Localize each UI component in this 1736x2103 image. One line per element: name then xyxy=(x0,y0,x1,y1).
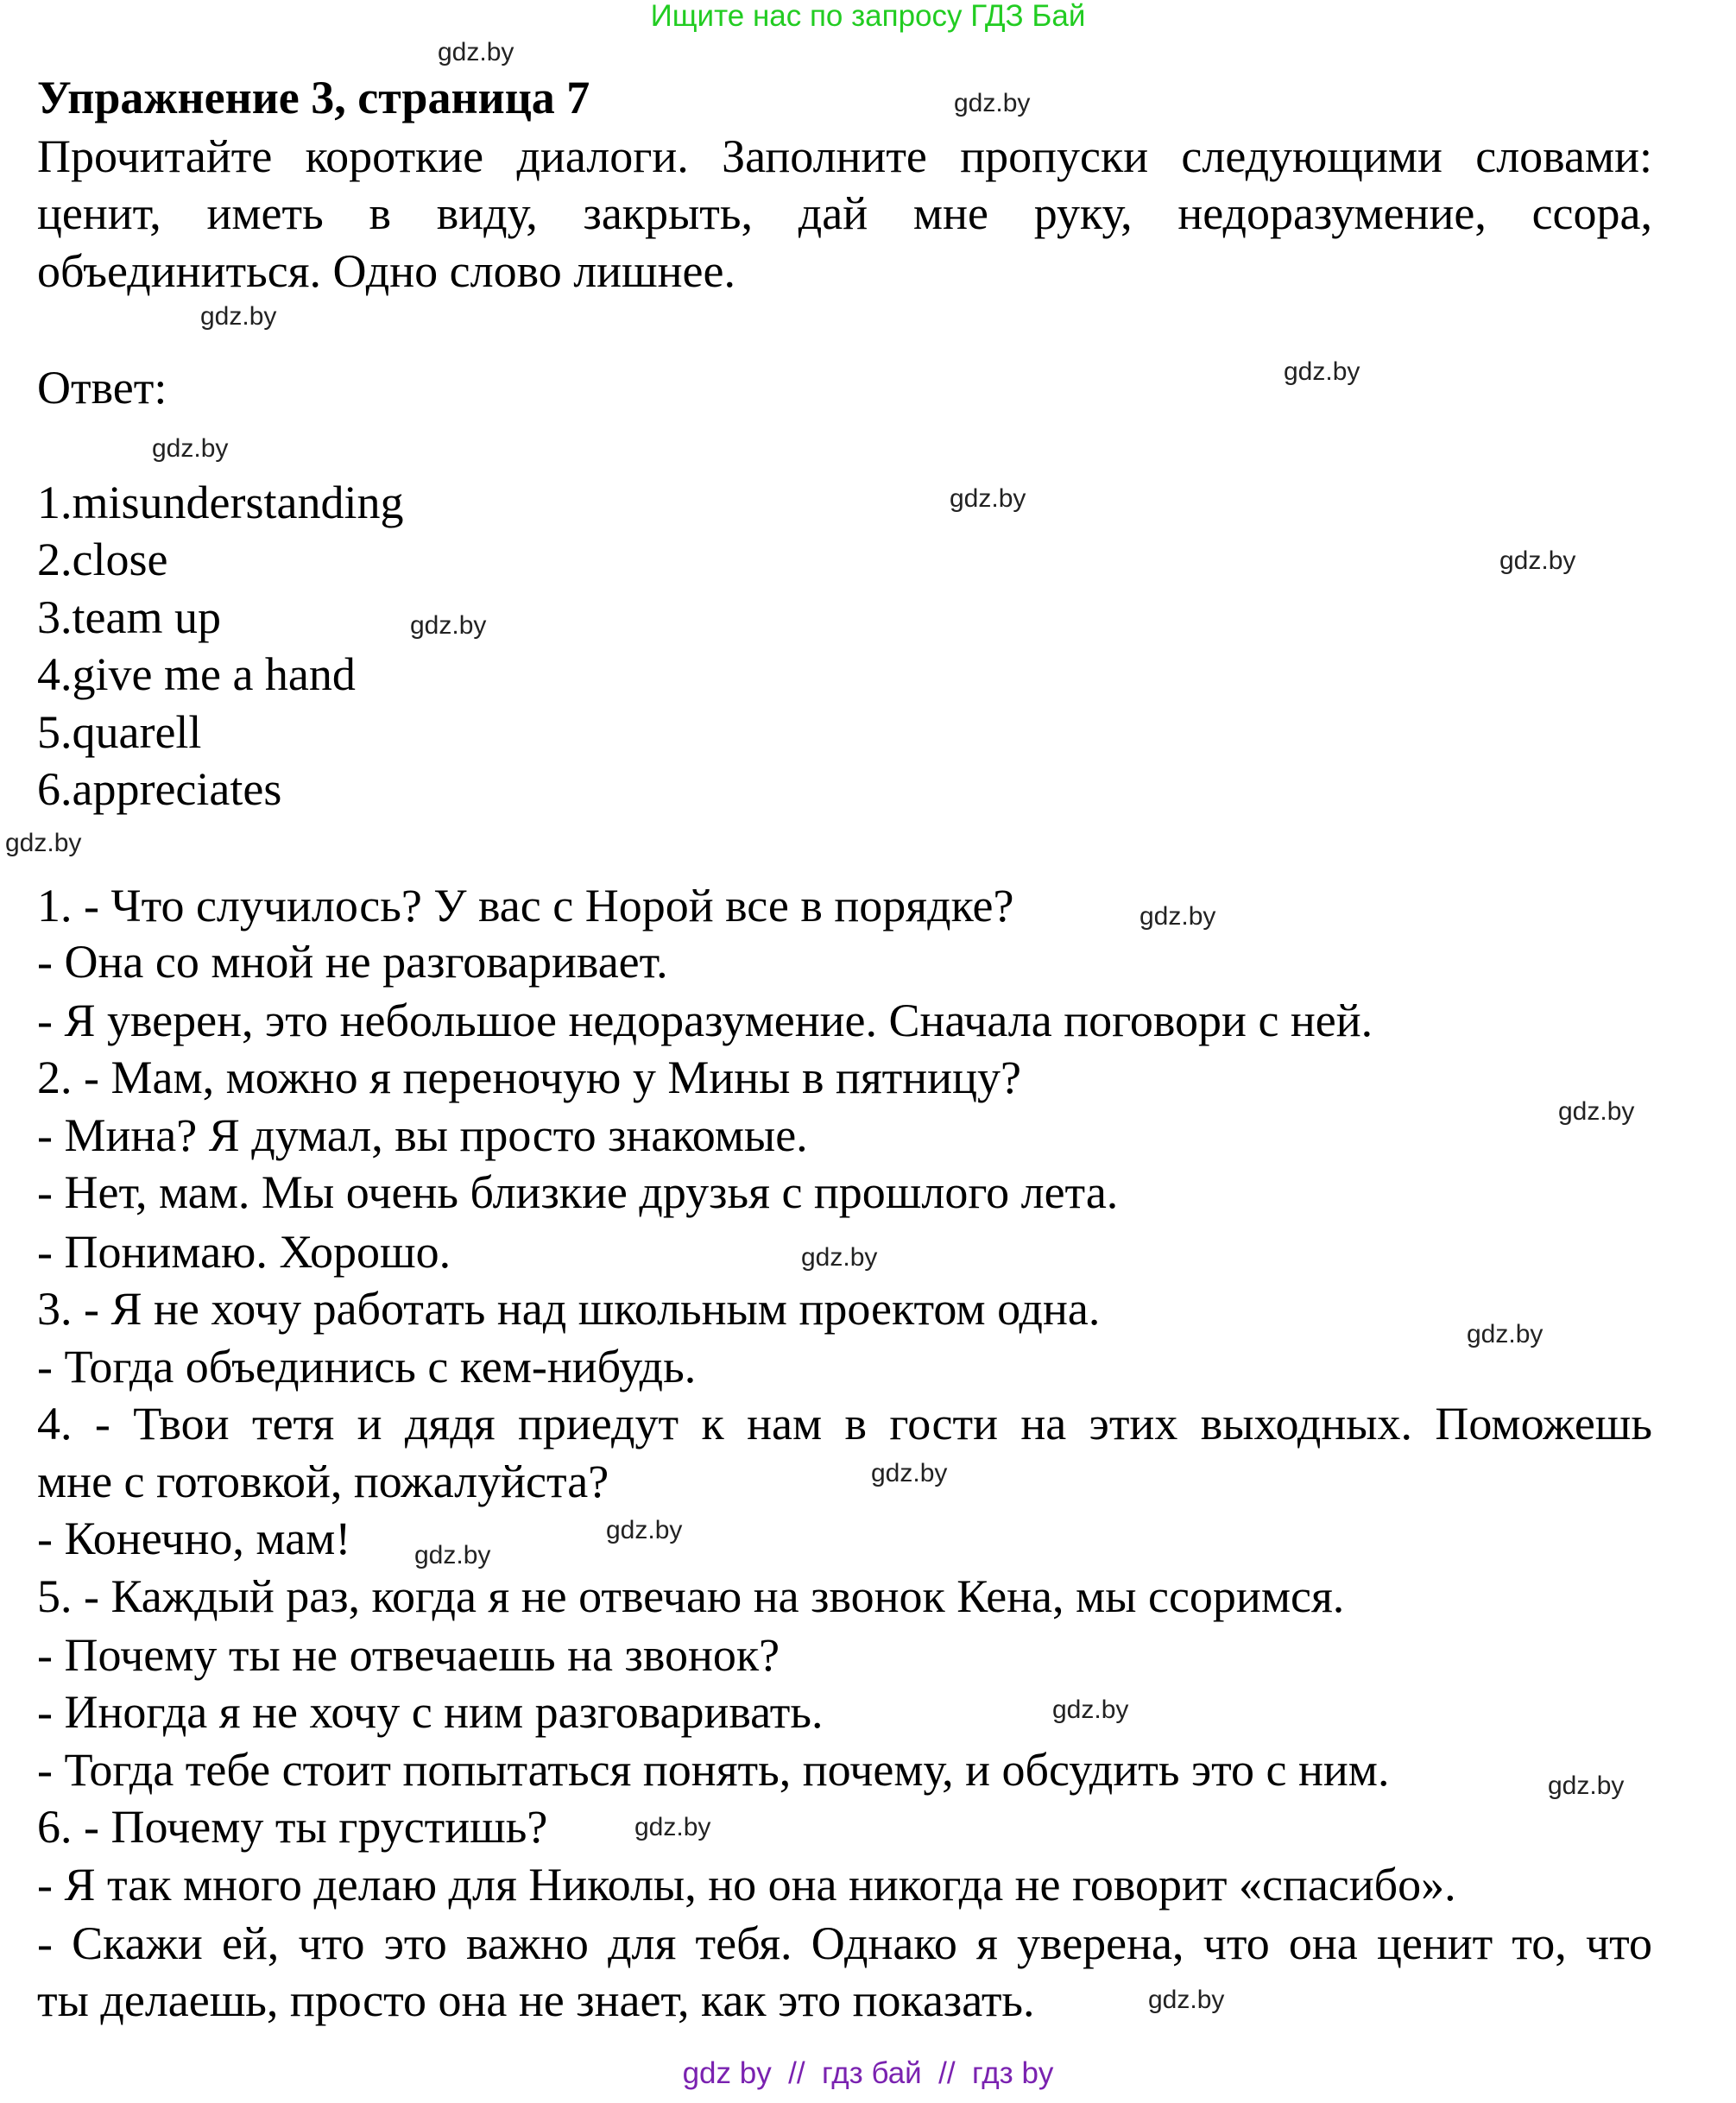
watermark: gdz.by xyxy=(1558,1097,1635,1126)
watermark: gdz.by xyxy=(1467,1320,1543,1348)
dialogue-line: - Она со мной не разговаривает. xyxy=(37,936,668,988)
answer-item: 3.team up xyxy=(37,591,221,643)
watermark: gdz.by xyxy=(1052,1696,1129,1724)
watermark: gdz.by xyxy=(1499,546,1576,575)
dialogue-line: 3. - Я не хочу работать над школьным проектом одна. xyxy=(37,1283,1101,1335)
dialogue-line: 6. - Почему ты грустишь? xyxy=(37,1801,548,1853)
watermark: gdz.by xyxy=(410,611,487,640)
instruction-line: объединиться. Одно слово лишнее. xyxy=(37,245,735,297)
answer-item: 1.misunderstanding xyxy=(37,477,404,528)
footer-links: gdz by // гдз бай // гдз by xyxy=(682,2056,1054,2090)
watermark: gdz.by xyxy=(801,1243,878,1272)
watermark: gdz.by xyxy=(634,1813,711,1841)
dialogue-line: ты делаешь, просто она не знает, как это показать. xyxy=(37,1974,1035,2026)
dialogue-line: - Скажи ей, что это важно для тебя. Однако я уверена, что она ценит то, что xyxy=(37,1917,1652,1969)
dialogue-line: - Иногда я не хочу с ним разговаривать. xyxy=(37,1686,824,1738)
watermark: gdz.by xyxy=(5,829,82,857)
search-banner: Ищите нас по запросу ГДЗ Бай xyxy=(650,0,1086,33)
watermark: gdz.by xyxy=(954,89,1031,117)
answer-item: 6.appreciates xyxy=(37,763,282,815)
dialogue-line: 5. - Каждый раз, когда я не отвечаю на звонок Кена, мы ссоримся. xyxy=(37,1570,1345,1622)
dialogue-line: - Я так много делаю для Николы, но она никогда не говорит «спасибо». xyxy=(37,1859,1456,1910)
dialogue-line: - Тогда тебе стоит попытаться понять, почему, и обсудить это с ним. xyxy=(37,1744,1390,1796)
dialogue-line: мне с готовкой, пожалуйста? xyxy=(37,1456,609,1507)
instruction-line: Прочитайте короткие диалоги. Заполните пропуски следующими словами: xyxy=(37,130,1652,182)
dialogue-line: - Я уверен, это небольшое недоразумение. Сначала поговори с ней. xyxy=(37,995,1373,1046)
watermark: gdz.by xyxy=(414,1541,491,1569)
answer-item: 5.quarell xyxy=(37,706,202,758)
dialogue-line: 4. - Твои тетя и дядя приедут к нам в гости на этих выходных. Поможешь xyxy=(37,1398,1652,1449)
page-title: Упражнение 3, страница 7 xyxy=(37,72,590,123)
instruction-line: ценит, иметь в виду, закрыть, дай мне руку, недоразумение, ссора, xyxy=(37,187,1652,239)
dialogue-line: - Нет, мам. Мы очень близкие друзья с прошлого лета. xyxy=(37,1166,1119,1218)
watermark: gdz.by xyxy=(1548,1771,1625,1800)
watermark: gdz.by xyxy=(1139,902,1216,931)
answer-item: 4.give me a hand xyxy=(37,648,356,700)
watermark: gdz.by xyxy=(152,434,229,463)
watermark: gdz.by xyxy=(200,302,277,331)
watermark: gdz.by xyxy=(438,38,514,66)
dialogue-line: 2. - Мам, можно я переночую у Мины в пятницу? xyxy=(37,1052,1021,1103)
dialogue-line: - Почему ты не отвечаешь на звонок? xyxy=(37,1629,780,1681)
dialogue-line: - Тогда объединись с кем-нибудь. xyxy=(37,1341,697,1393)
watermark: gdz.by xyxy=(950,484,1026,513)
watermark: gdz.by xyxy=(606,1516,683,1544)
dialogue-line: - Мина? Я думал, вы просто знакомые. xyxy=(37,1109,808,1161)
dialogue-line: - Конечно, мам! xyxy=(37,1513,351,1564)
watermark: gdz.by xyxy=(871,1459,948,1487)
watermark: gdz.by xyxy=(1284,357,1360,386)
answer-item: 2.close xyxy=(37,534,168,585)
watermark: gdz.by xyxy=(1148,1986,1225,2014)
dialogue-line: - Понимаю. Хорошо. xyxy=(37,1226,451,1278)
answer-label: Ответ: xyxy=(37,362,167,414)
dialogue-line: 1. - Что случилось? У вас с Норой все в порядке? xyxy=(37,880,1014,932)
